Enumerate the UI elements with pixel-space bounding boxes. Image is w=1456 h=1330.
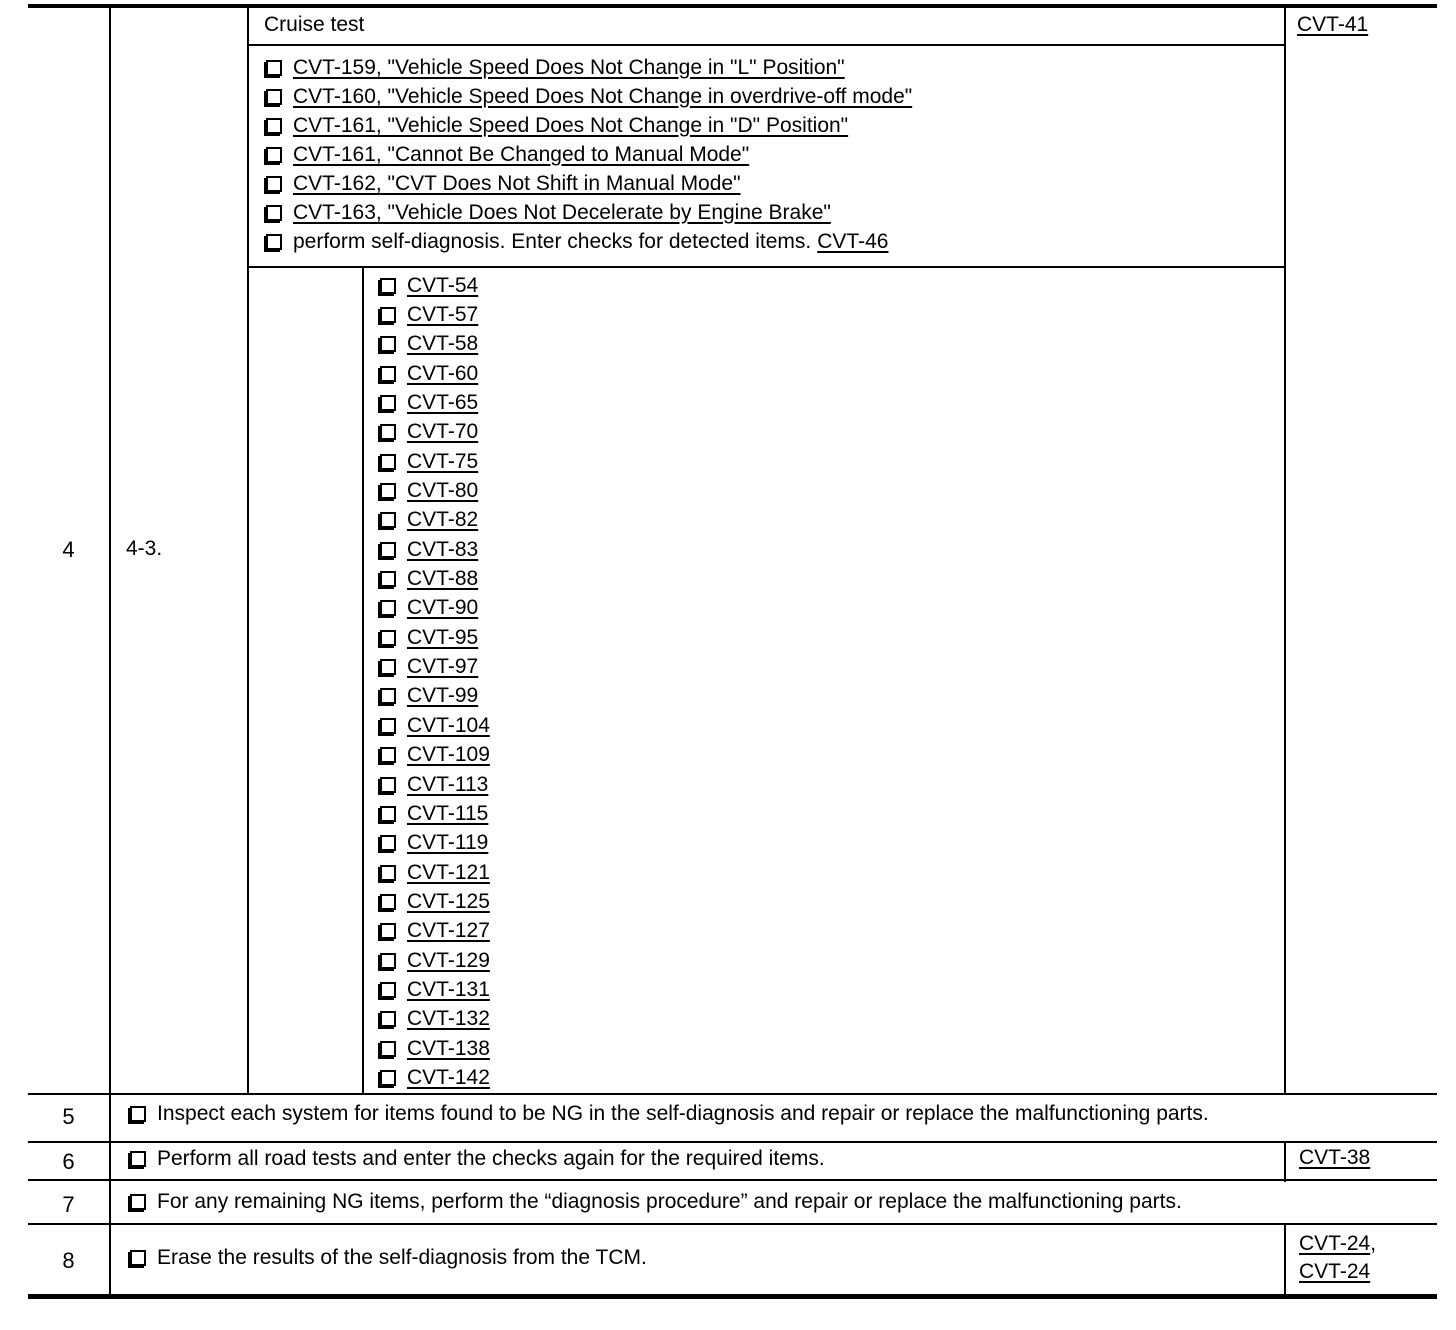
cvt-24-link-2[interactable]: CVT-24 [1299, 1260, 1371, 1283]
checkbox-icon [380, 718, 396, 734]
step-number-4: 4 [62, 537, 75, 562]
checkbox-icon [380, 1011, 396, 1027]
cvt-page-link[interactable]: CVT-132 [407, 1007, 490, 1031]
list-item [378, 741, 490, 770]
checkbox-icon [380, 630, 396, 646]
row8-reference [1299, 1230, 1376, 1286]
list-item [378, 271, 490, 300]
list-item [378, 447, 490, 476]
checkbox-icon [380, 659, 396, 675]
cvt-topic-link[interactable]: CVT-162, "CVT Does Not Shift in Manual Mode" [293, 171, 741, 195]
list-item [378, 388, 490, 417]
checkbox-icon [266, 147, 282, 163]
checkbox-icon [266, 205, 282, 221]
cvt-page-link[interactable]: CVT-65 [407, 391, 479, 415]
cruise-test-title: Cruise test [264, 13, 365, 36]
checkbox-icon [380, 865, 396, 881]
row5-text: Inspect each system for items found to be NG in the self-diagnosis and repair or replace the malfunctioning parts. [157, 1102, 1209, 1125]
list-item [378, 858, 490, 887]
table-border-top [28, 4, 1437, 8]
list-item [378, 535, 490, 564]
checkbox-icon [380, 600, 396, 616]
row5-instruction [128, 1102, 1209, 1126]
rule-under-cruise-title [247, 44, 1286, 46]
step-number-5: 5 [62, 1104, 75, 1129]
road-test-item [264, 140, 912, 169]
checkbox-icon [380, 747, 396, 763]
row8-instruction [128, 1246, 647, 1270]
cvt-page-link[interactable]: CVT-127 [407, 919, 490, 943]
cvt-page-link[interactable]: CVT-99 [407, 684, 479, 708]
step-number-8: 8 [62, 1248, 75, 1273]
cvt-page-link[interactable]: CVT-109 [407, 743, 490, 767]
list-item [378, 682, 490, 711]
list-item [378, 330, 490, 359]
row8-text: Erase the results of the self-diagnosis from the TCM. [157, 1246, 647, 1269]
substep-label: 4-3. [126, 537, 163, 560]
cvt-page-link[interactable]: CVT-121 [407, 860, 490, 884]
checkbox-icon [130, 1250, 146, 1266]
cvt-page-link[interactable]: CVT-82 [407, 508, 479, 532]
checkbox-icon [380, 424, 396, 440]
list-item [378, 1005, 490, 1034]
checkbox-icon [130, 1151, 146, 1167]
cvt-page-link[interactable]: CVT-95 [407, 625, 479, 649]
checkbox-icon [380, 278, 396, 294]
road-test-item [264, 111, 912, 140]
road-test-item [264, 53, 912, 82]
step-number-7: 7 [62, 1192, 75, 1217]
cvt-page-link[interactable]: CVT-90 [407, 596, 479, 620]
checkbox-icon [380, 542, 396, 558]
divider-ref-column-row6 [1284, 1141, 1286, 1182]
checkbox-icon [266, 234, 282, 250]
list-item [378, 799, 490, 828]
cvt-topic-link[interactable]: CVT-161, "Cannot Be Changed to Manual Mode" [293, 142, 750, 166]
cvt-page-link[interactable]: CVT-125 [407, 889, 490, 913]
self-diagnosis-text: perform self-diagnosis. Enter checks for detected items. [293, 229, 812, 253]
checkbox-icon [266, 176, 282, 192]
cvt-page-link[interactable]: CVT-129 [407, 948, 490, 972]
row6-text: Perform all road tests and enter the checks again for the required items. [157, 1147, 825, 1170]
cvt-page-link[interactable]: CVT-57 [407, 303, 479, 327]
list-item [378, 300, 490, 329]
divider-ref-column-row8 [1284, 1224, 1286, 1299]
row8-reference-line2 [1299, 1258, 1376, 1286]
road-test-item [264, 169, 912, 198]
checkbox-icon [380, 512, 396, 528]
rule-row6-row7 [28, 1179, 1437, 1181]
cvt-page-link[interactable]: CVT-60 [407, 361, 479, 385]
checkbox-icon [380, 571, 396, 587]
checkbox-icon [380, 395, 396, 411]
list-item [378, 506, 490, 535]
row7-text: For any remaining NG items, perform the “diagnosis procedure” and repair or replace the malfunctioning parts. [157, 1190, 1182, 1213]
divider-ref-column-row4 [1284, 4, 1286, 1095]
checkbox-icon [380, 806, 396, 822]
cvt-page-link[interactable]: CVT-83 [407, 537, 479, 561]
cvt-41-link[interactable]: CVT-41 [1297, 13, 1369, 36]
checkbox-icon [380, 982, 396, 998]
list-item [378, 711, 490, 740]
road-test-item [264, 198, 912, 227]
list-item [378, 564, 490, 593]
checkbox-icon [380, 366, 396, 382]
row6-reference [1299, 1146, 1370, 1170]
checkbox-icon [380, 953, 396, 969]
checkbox-icon [266, 89, 282, 105]
road-test-checklist [264, 53, 912, 256]
checkbox-icon [380, 307, 396, 323]
cvt-topic-link[interactable]: CVT-159, "Vehicle Speed Does Not Change in "L" Position" [293, 55, 845, 79]
cvt-page-link[interactable]: CVT-131 [407, 977, 490, 1001]
cvt-page-link[interactable]: CVT-88 [407, 567, 479, 591]
rule-row4-row5 [28, 1093, 1437, 1095]
cvt-page-link[interactable]: CVT-58 [407, 332, 479, 356]
list-item [378, 594, 490, 623]
road-test-item [264, 82, 912, 111]
list-item [378, 770, 490, 799]
divider-sublist-column [362, 267, 364, 1095]
step-number-6: 6 [62, 1149, 75, 1174]
checkbox-icon [380, 688, 396, 704]
checkbox-icon [380, 923, 396, 939]
list-item [378, 829, 490, 858]
list-item [378, 359, 490, 388]
cvt-page-link[interactable]: CVT-97 [407, 655, 479, 679]
list-item [378, 975, 490, 1004]
checkbox-icon [380, 454, 396, 470]
rule-row7-row8 [28, 1223, 1437, 1225]
cvt-topic-link[interactable]: CVT-161, "Vehicle Speed Does Not Change in "D" Position" [293, 113, 849, 137]
cvt-24-link-1[interactable]: CVT-24 [1299, 1232, 1371, 1255]
list-item [378, 917, 490, 946]
checkbox-icon [380, 894, 396, 910]
list-item [378, 652, 490, 681]
cvt-topic-link[interactable]: CVT-163, "Vehicle Does Not Decelerate by Engine Brake" [293, 200, 831, 224]
list-item [378, 623, 490, 652]
list-item [378, 887, 490, 916]
divider-substep-column [247, 4, 249, 1095]
checkbox-icon [380, 336, 396, 352]
cvt-page-link[interactable]: CVT-138 [407, 1036, 490, 1060]
cvt-38-link[interactable]: CVT-38 [1299, 1146, 1371, 1169]
cvt-page-link[interactable]: CVT-54 [407, 273, 479, 297]
cvt-46-link[interactable]: CVT-46 [817, 229, 889, 253]
row7-instruction [128, 1190, 1182, 1214]
checkbox-icon [266, 60, 282, 76]
row4-reference [1297, 13, 1368, 37]
divider-step-column [109, 4, 111, 1299]
cvt-page-link[interactable]: CVT-70 [407, 420, 479, 444]
self-diagnosis-page-list [378, 271, 490, 1093]
checkbox-icon [380, 483, 396, 499]
cvt-page-link[interactable]: CVT-115 [407, 801, 489, 825]
checkbox-icon [266, 118, 282, 134]
checkbox-icon [130, 1194, 146, 1210]
list-item [378, 946, 490, 975]
cvt-page-link[interactable]: CVT-119 [407, 831, 489, 855]
row8-reference-line1 [1299, 1230, 1376, 1258]
cvt-page-link[interactable]: CVT-75 [407, 449, 479, 473]
row6-instruction [128, 1147, 825, 1171]
checkbox-icon [130, 1106, 146, 1122]
list-item [378, 1034, 490, 1063]
cvt-page-link[interactable]: CVT-104 [407, 713, 490, 737]
rule-under-road-test-list [247, 266, 1286, 268]
list-item [378, 476, 490, 505]
rule-row5-row6 [28, 1141, 1437, 1143]
list-item [378, 418, 490, 447]
checkbox-icon [380, 835, 396, 851]
cvt-page-link[interactable]: CVT-80 [407, 479, 479, 503]
cvt-page-link[interactable]: CVT-142 [407, 1065, 490, 1089]
cvt-topic-link[interactable]: CVT-160, "Vehicle Speed Does Not Change in overdrive-off mode" [293, 84, 913, 108]
table-border-bottom [28, 1294, 1437, 1299]
list-item [378, 1063, 490, 1092]
comma: , [1370, 1232, 1377, 1255]
cvt-page-link[interactable]: CVT-113 [407, 772, 489, 796]
checkbox-icon [380, 1070, 396, 1086]
self-diagnosis-item [264, 227, 912, 256]
checkbox-icon [380, 777, 396, 793]
checkbox-icon [380, 1041, 396, 1057]
